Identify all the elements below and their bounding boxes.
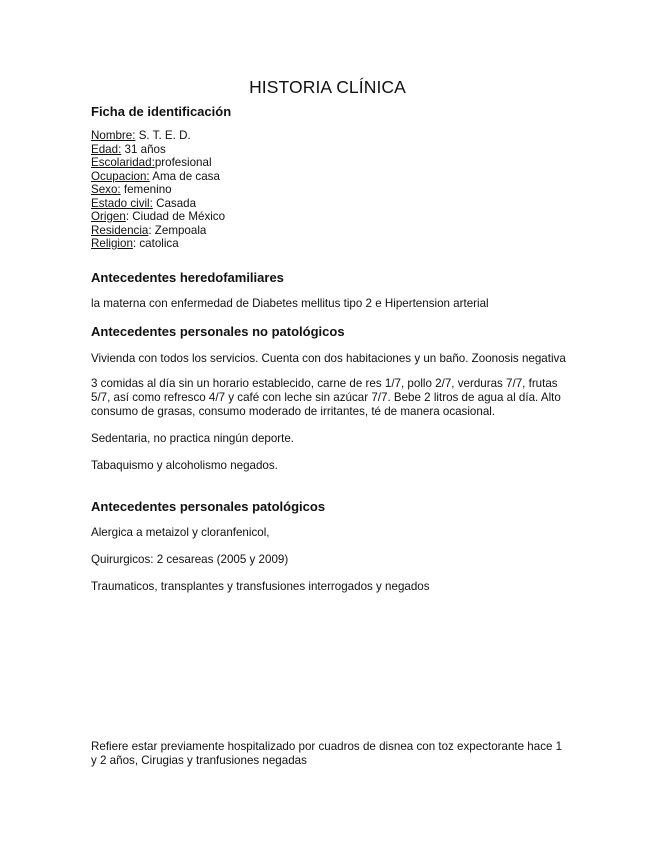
id-field-sexo	[91, 183, 225, 197]
id-field-residencia	[91, 224, 225, 238]
id-field-religion	[91, 237, 225, 251]
ficha-heading: Ficha de identificación	[91, 104, 232, 119]
field-label: Nombre:	[91, 129, 136, 142]
field-value: Ama de casa	[152, 169, 220, 183]
field-label: Origen	[91, 210, 126, 223]
document-title: HISTORIA CLÍNICA	[249, 77, 406, 97]
no-patologicos-actividad: Sedentaria, no practica ningún deporte.	[91, 432, 295, 445]
patologicos-traumaticos: Traumaticos, transplantes y transfusiones interrogados y negados	[91, 580, 430, 593]
no-patologicos-toxicomanias: Tabaquismo y alcoholismo negados.	[91, 459, 278, 472]
field-label: Religion	[91, 237, 133, 250]
field-value: : Ciudad de México	[125, 210, 226, 223]
id-field-edad	[91, 143, 225, 157]
field-label: Estado civil:	[91, 196, 153, 210]
field-value: S. T. E. D.	[138, 129, 191, 142]
heredofamiliares-heading: Antecedentes heredofamiliares	[91, 270, 284, 285]
no-patologicos-heading: Antecedentes personales no patológicos	[91, 324, 345, 339]
patologicos-hospitalizaciones: Refiere estar previamente hospitalizado por cuadros de disnea con toz expectorante hace 1 y 2 años, Cirugias y tranfusiones negadas	[91, 740, 563, 768]
id-field-nombre	[91, 129, 225, 143]
field-label: Ocupacion:	[91, 169, 150, 183]
field-label: Edad:	[91, 142, 122, 156]
field-value: Casada	[156, 196, 197, 210]
field-label: Sexo:	[91, 183, 121, 196]
no-patologicos-alimentacion: 3 comidas al día sin un horario establecido, carne de res 1/7, pollo 2/7, verduras 7/7, frutas 5/7, así como refresco 4/7 y café con leche sin azúcar 7/7. Bebe 2 litros de agua al día. Alto consumo de grasas, consumo moderado de irritantes, té de manera ocasional.	[91, 377, 561, 419]
patologicos-heading: Antecedentes personales patológicos	[91, 499, 326, 514]
identification-list	[91, 129, 225, 251]
field-value: femenino	[123, 183, 172, 196]
field-value: : Zempoala	[148, 223, 207, 237]
patologicos-quirurgicos: Quirurgicos: 2 cesareas (2005 y 2009)	[91, 553, 289, 566]
field-label: Residencia	[91, 223, 149, 237]
id-field-origen	[91, 210, 225, 224]
heredofamiliares-text: la materna con enfermedad de Diabetes mellitus tipo 2 e Hipertension arterial	[91, 297, 489, 310]
patologicos-alergias: Alergica a metaizol y cloranfenicol,	[91, 526, 270, 539]
id-field-estado-civil	[91, 197, 225, 211]
id-field-escolaridad	[91, 156, 225, 170]
field-value: profesional	[154, 156, 212, 169]
field-value: : catolica	[132, 237, 179, 250]
id-field-ocupacion	[91, 170, 225, 184]
field-label: Escolaridad:	[91, 156, 155, 169]
no-patologicos-vivienda: Vivienda con todos los servicios. Cuenta con dos habitaciones y un baño. Zoonosis negativa	[91, 352, 566, 365]
field-value: 31 años	[124, 142, 166, 156]
